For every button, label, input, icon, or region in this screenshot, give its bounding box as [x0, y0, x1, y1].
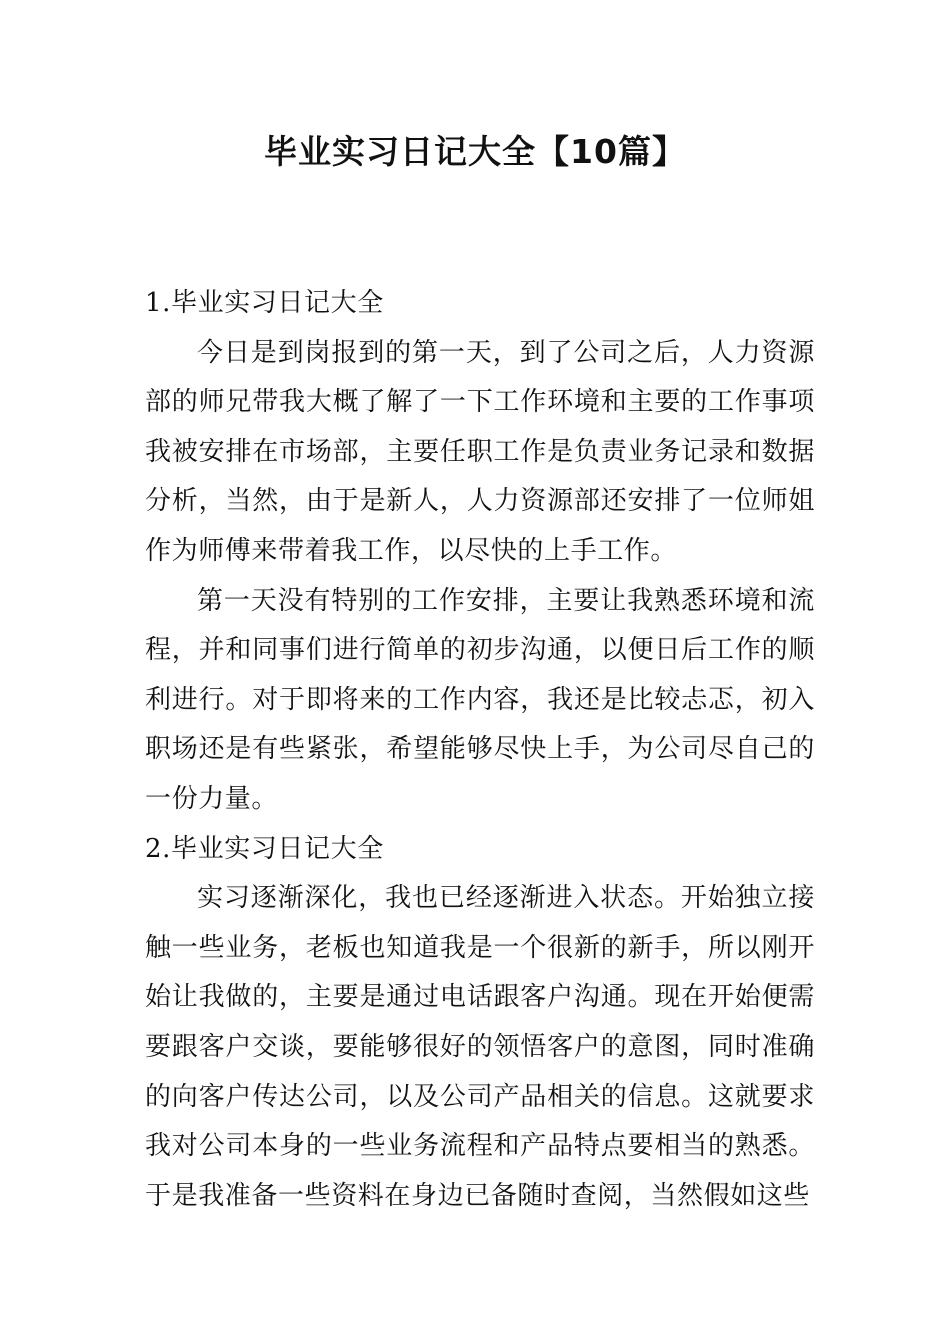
paragraph: 今日是到岗报到的第一天，到了公司之后，人力资源部的师兄带我大概了解了一下工作环境和主要的工作事项我被安排在市场部，主要任职工作是负责业务记录和数据分析，当然，由于是新人，人力资源部还安排了一位师姐作为师傅来带着我工作，以尽快的上手工作。 — [145, 337, 815, 566]
document-body — [145, 279, 815, 1221]
section-heading-1: 1.毕业实习日记大全 — [145, 288, 384, 318]
paragraph: 第一天没有特别的工作安排，主要让我熟悉环境和流程，并和同事们进行简单的初步沟通，以便日后工作的顺利进行。对于即将来的工作内容，我还是比较忐忑，初入职场还是有些紧张，希望能够尽快上手，为公司尽自己的一份力量。 — [145, 585, 815, 814]
document-title: 毕业实习日记大全【10篇】 — [264, 132, 686, 171]
section-heading-2: 2.毕业实习日记大全 — [145, 833, 384, 864]
paragraph: 实习逐渐深化，我也已经逐渐进入状态。开始独立接触一些业务，老板也知道我是一个很新的新手，所以刚开始让我做的，主要是通过电话跟客户沟通。现在开始便需要跟客户交谈，要能够很好的领悟客户的意图，同时准确的向客户传达公司，以及公司产品相关的信息。这就要求我对公司本身的一些业务流程和产品特点要相当的熟悉。于是我准备一些资料在身边已备随时查阅，当然假如这些 — [145, 883, 815, 1211]
